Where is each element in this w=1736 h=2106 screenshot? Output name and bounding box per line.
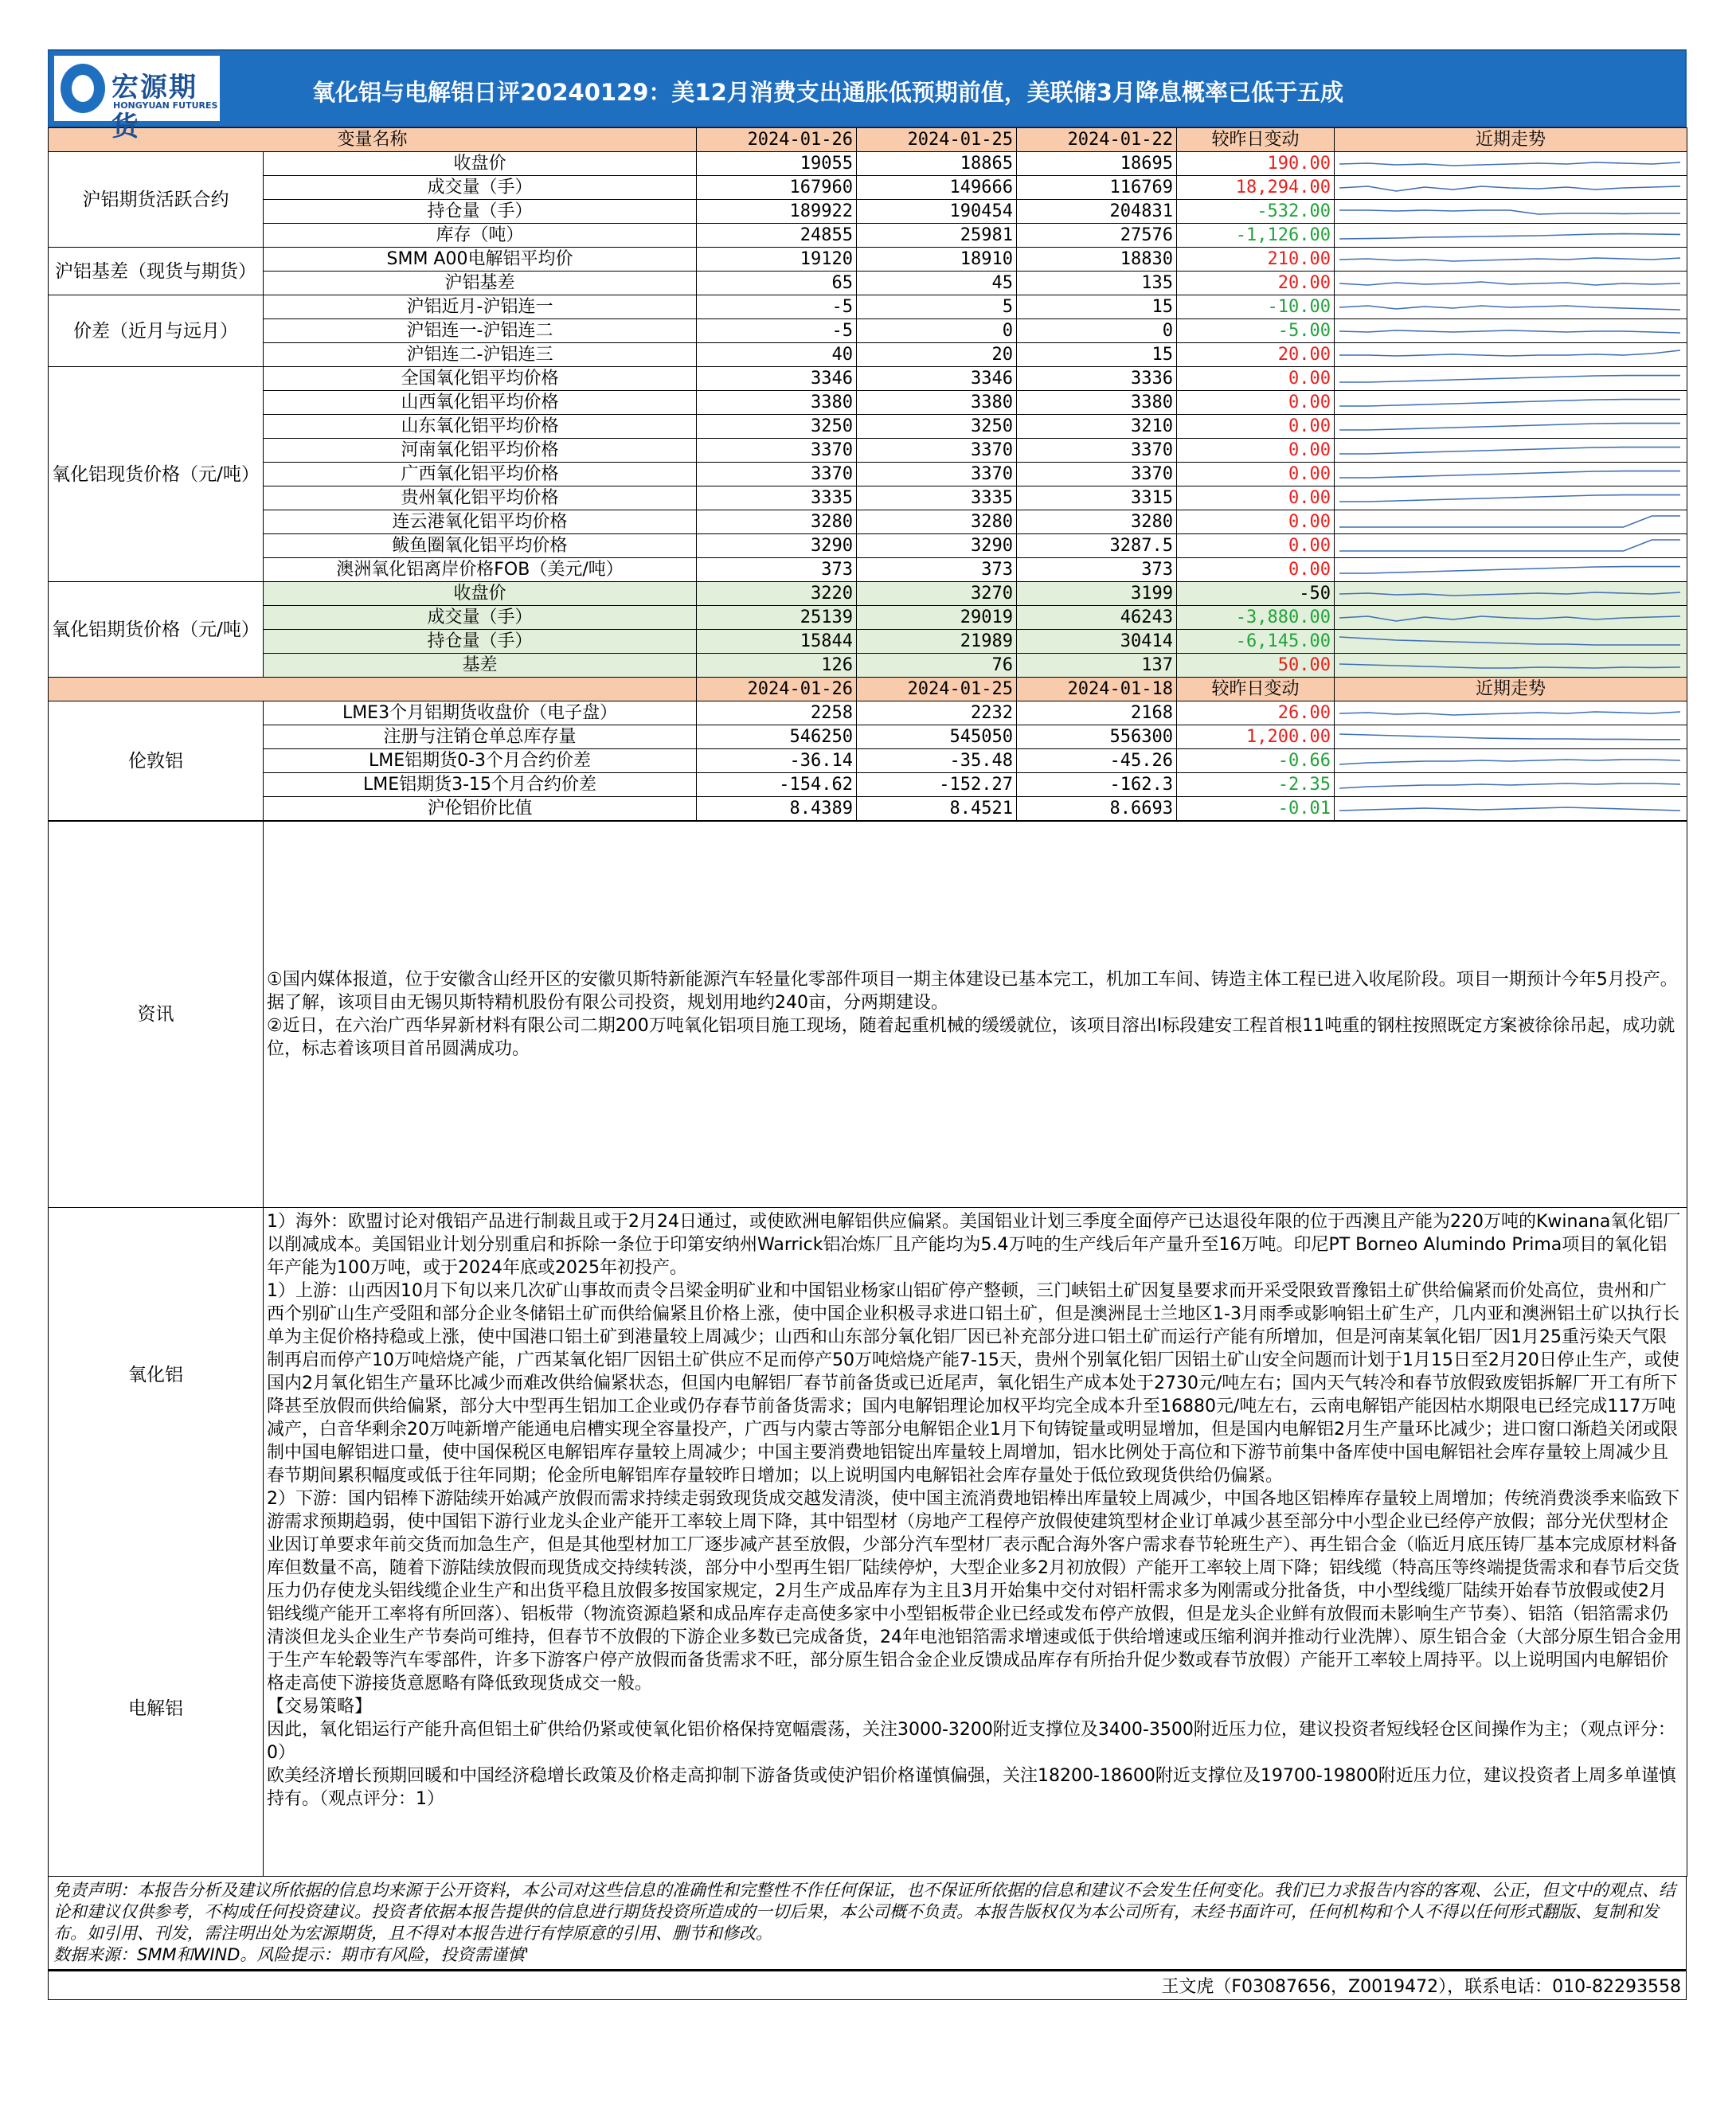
value-cell: 373 xyxy=(1017,558,1177,582)
data-table xyxy=(48,127,1687,821)
variable-name: LME3个月铝期货收盘价（电子盘） xyxy=(264,701,697,725)
value-cell: 3287.5 xyxy=(1017,534,1177,558)
trend-cell xyxy=(1335,582,1687,606)
header-trend: 近期走势 xyxy=(1335,128,1687,152)
trend-line xyxy=(1339,592,1680,596)
report-sheet xyxy=(48,49,1687,2000)
change-cell: 0.00 xyxy=(1177,534,1335,558)
value-cell: -152.27 xyxy=(857,773,1017,797)
news-label: 资讯 xyxy=(49,822,264,1208)
value-cell: -45.26 xyxy=(1017,749,1177,773)
value-cell: 27576 xyxy=(1017,224,1177,248)
change-cell: -0.66 xyxy=(1177,749,1335,773)
trend-line xyxy=(1339,494,1680,501)
variable-name: 收盘价 xyxy=(264,582,697,606)
variable-name: 山西氧化铝平均价格 xyxy=(264,391,697,415)
trend-cell xyxy=(1335,343,1687,367)
variable-name: 沪铝连二-沪铝连三 xyxy=(264,343,697,367)
trend-cell xyxy=(1335,415,1687,439)
trend-line xyxy=(1339,399,1680,405)
table-row xyxy=(49,176,1687,200)
variable-name: 山东氧化铝平均价格 xyxy=(264,415,697,439)
trend-cell xyxy=(1335,152,1687,176)
trend-line xyxy=(1339,306,1680,310)
trend-sparkline xyxy=(1335,702,1685,725)
value-cell: 24855 xyxy=(697,224,857,248)
trend-line xyxy=(1339,162,1680,166)
table-row xyxy=(49,534,1687,558)
variable-name: 成交量（手） xyxy=(264,606,697,630)
value-cell: 545050 xyxy=(857,725,1017,749)
value-cell: 20 xyxy=(857,343,1017,367)
value-cell: 189922 xyxy=(697,200,857,224)
table-row xyxy=(49,248,1687,272)
trend-cell xyxy=(1335,534,1687,558)
trend-cell xyxy=(1335,510,1687,534)
trend-line xyxy=(1339,760,1680,764)
trend-sparkline xyxy=(1335,583,1685,605)
table-row xyxy=(49,486,1687,510)
change-cell: 26.00 xyxy=(1177,701,1335,725)
table-row xyxy=(49,415,1687,439)
value-cell: 25139 xyxy=(697,606,857,630)
trend-cell xyxy=(1335,773,1687,797)
value-cell: 0 xyxy=(857,319,1017,343)
header-date: 2024-01-25 xyxy=(857,128,1017,152)
table-row xyxy=(49,558,1687,582)
trend-line xyxy=(1339,616,1680,621)
value-cell: 556300 xyxy=(1017,725,1177,749)
variable-name: 鲅鱼圈氧化铝平均价格 xyxy=(264,534,697,558)
value-cell: 3370 xyxy=(697,463,857,486)
group-label: 沪铝基差（现货与期货） xyxy=(49,248,264,295)
change-cell: 1,200.00 xyxy=(1177,725,1335,749)
value-cell: 167960 xyxy=(697,176,857,200)
group-label: 氧化铝现货价格（元/吨） xyxy=(49,367,264,582)
change-cell: -532.00 xyxy=(1177,200,1335,224)
trend-sparkline xyxy=(1335,607,1685,629)
value-cell: 18830 xyxy=(1017,248,1177,272)
value-cell: 21989 xyxy=(857,630,1017,654)
trend-line xyxy=(1339,566,1680,572)
value-cell: 3250 xyxy=(857,415,1017,439)
change-cell: -1,126.00 xyxy=(1177,224,1335,248)
trend-sparkline xyxy=(1335,153,1685,175)
value-cell: 3370 xyxy=(857,463,1017,486)
group-label: 沪铝期货活跃合约 xyxy=(49,152,264,248)
group-label: 氧化铝期货价格（元/吨） xyxy=(49,582,264,678)
trend-sparkline xyxy=(1335,463,1685,486)
company-logo xyxy=(54,56,220,143)
trend-sparkline xyxy=(1335,416,1685,438)
change-cell: -0.01 xyxy=(1177,797,1335,821)
value-cell: 3220 xyxy=(697,582,857,606)
trend-cell xyxy=(1335,654,1687,678)
logo-mark-icon xyxy=(61,64,105,113)
table-row xyxy=(49,319,1687,343)
table-header-row xyxy=(49,128,1687,152)
trend-cell xyxy=(1335,176,1687,200)
variable-name: LME铝期货3-15个月合约价差 xyxy=(264,773,697,797)
trend-cell xyxy=(1335,463,1687,486)
value-cell: 18910 xyxy=(857,248,1017,272)
trend-cell xyxy=(1335,701,1687,725)
change-cell: 0.00 xyxy=(1177,486,1335,510)
value-cell: 3346 xyxy=(697,367,857,391)
trend-sparkline xyxy=(1335,750,1685,772)
trend-cell xyxy=(1335,797,1687,821)
news-text: ①国内媒体报道，位于安徽含山经开区的安徽贝斯特新能源汽车轻量化零部件项目一期主体建设已基本完工，机加工车间、铸造主体工程已进入收尾阶段。项目一期预计今年5月投产。据了解，该项目由无锡贝斯特精机股份有限公司投资，规划用地约240亩，分两期建设。 ②近日，在六治广西华昇新材料有限公司二期200万吨氧化铝项目施工现场，随着起重机械的缓缓就位，该项目溶出I标段建安工程首根11吨重的钢柱按照既定方案被徐徐吊起，成功就位，标志着该项目首吊圆满成功。 xyxy=(264,822,1687,1208)
change-cell: 0.00 xyxy=(1177,367,1335,391)
trend-sparkline xyxy=(1335,511,1685,533)
header-var-cell: 变量名称 xyxy=(49,128,697,152)
variable-name: 广西氧化铝平均价格 xyxy=(264,463,697,486)
alumina-label: 氧化铝 xyxy=(49,1208,264,1542)
change-cell: 190.00 xyxy=(1177,152,1335,176)
value-cell: 546250 xyxy=(697,725,857,749)
value-cell: 3315 xyxy=(1017,486,1177,510)
trend-sparkline xyxy=(1335,798,1685,820)
change-cell: 20.00 xyxy=(1177,272,1335,295)
value-cell: 46243 xyxy=(1017,606,1177,630)
variable-name: 贵州氧化铝平均价格 xyxy=(264,486,697,510)
logo-text-en: HONGYUAN FUTURES xyxy=(113,100,218,111)
disclaimer xyxy=(48,1877,1687,1970)
variable-name: 持仓量（手） xyxy=(264,630,697,654)
change-cell: 0.00 xyxy=(1177,463,1335,486)
table-row xyxy=(49,152,1687,176)
trend-sparkline xyxy=(1335,177,1685,199)
analyst-contact: 王文虎（F03087656，Z0019472），联系电话：010-82293558 xyxy=(48,1970,1687,2000)
value-cell: -5 xyxy=(697,319,857,343)
trend-line xyxy=(1339,471,1680,477)
value-cell: 3210 xyxy=(1017,415,1177,439)
trend-sparkline xyxy=(1335,631,1685,653)
variable-name: 河南氧化铝平均价格 xyxy=(264,439,697,463)
trend-sparkline xyxy=(1335,272,1685,295)
trend-sparkline xyxy=(1335,296,1685,318)
group-label: 价差（近月与远月） xyxy=(49,295,264,367)
table-row xyxy=(49,272,1687,295)
table-header-row xyxy=(49,678,1687,701)
variable-name: 沪铝基差 xyxy=(264,272,697,295)
trend-cell xyxy=(1335,725,1687,749)
header-change: 较昨日变动 xyxy=(1177,128,1335,152)
table-row xyxy=(49,224,1687,248)
change-cell: 0.00 xyxy=(1177,558,1335,582)
change-cell: -5.00 xyxy=(1177,319,1335,343)
variable-name: 沪伦铝价比值 xyxy=(264,797,697,821)
table-row xyxy=(49,701,1687,725)
trend-line xyxy=(1339,423,1680,429)
value-cell: 65 xyxy=(697,272,857,295)
variable-name: 持仓量（手） xyxy=(264,200,697,224)
variable-name: 澳洲氧化铝离岸价格FOB（美元/吨） xyxy=(264,558,697,582)
value-cell: 116769 xyxy=(1017,176,1177,200)
value-cell: 45 xyxy=(857,272,1017,295)
table-row xyxy=(49,200,1687,224)
header-trend: 近期走势 xyxy=(1335,678,1687,701)
value-cell: 3370 xyxy=(1017,439,1177,463)
table-row xyxy=(49,463,1687,486)
value-cell: 3370 xyxy=(1017,463,1177,486)
value-cell: 8.6693 xyxy=(1017,797,1177,821)
value-cell: 29019 xyxy=(857,606,1017,630)
value-cell: 30414 xyxy=(1017,630,1177,654)
trend-cell xyxy=(1335,558,1687,582)
change-cell: 20.00 xyxy=(1177,343,1335,367)
trend-line xyxy=(1339,447,1680,453)
change-cell: -2.35 xyxy=(1177,773,1335,797)
table-row xyxy=(49,749,1687,773)
value-cell: 0 xyxy=(1017,319,1177,343)
value-cell: -162.3 xyxy=(1017,773,1177,797)
table-row xyxy=(49,367,1687,391)
change-cell: -50 xyxy=(1177,582,1335,606)
value-cell: 373 xyxy=(857,558,1017,582)
trend-cell xyxy=(1335,606,1687,630)
trend-line xyxy=(1339,712,1680,715)
trend-cell xyxy=(1335,248,1687,272)
value-cell: 3335 xyxy=(857,486,1017,510)
value-cell: 3290 xyxy=(697,534,857,558)
change-cell: 210.00 xyxy=(1177,248,1335,272)
table-row xyxy=(49,510,1687,534)
logo-text-cn: 宏源期货 xyxy=(111,72,197,143)
trend-cell xyxy=(1335,319,1687,343)
trend-cell xyxy=(1335,367,1687,391)
trend-cell xyxy=(1335,200,1687,224)
trend-sparkline xyxy=(1335,368,1685,390)
value-cell: 2232 xyxy=(857,701,1017,725)
change-cell: -6,145.00 xyxy=(1177,630,1335,654)
trend-sparkline xyxy=(1335,487,1685,510)
value-cell: 3290 xyxy=(857,534,1017,558)
change-cell: 0.00 xyxy=(1177,439,1335,463)
table-row xyxy=(49,606,1687,630)
value-cell: 8.4521 xyxy=(857,797,1017,821)
header-date: 2024-01-22 xyxy=(1017,128,1177,152)
table-row xyxy=(49,797,1687,821)
value-cell: 18695 xyxy=(1017,152,1177,176)
variable-name: SMM A00电解铝平均价 xyxy=(264,248,697,272)
value-cell: 3270 xyxy=(857,582,1017,606)
variable-name: 连云港氧化铝平均价格 xyxy=(264,510,697,534)
table-row xyxy=(49,391,1687,415)
value-cell: 25981 xyxy=(857,224,1017,248)
trend-line xyxy=(1339,210,1680,214)
value-cell: -36.14 xyxy=(697,749,857,773)
table-row xyxy=(49,439,1687,463)
change-cell: 50.00 xyxy=(1177,654,1335,678)
report-title: 氧化铝与电解铝日评20240129：美12月消费支出通胀低预期前值，美联储3月降息概率已低于五成 xyxy=(312,79,1343,106)
header-date: 2024-01-18 xyxy=(1017,678,1177,701)
value-cell: -5 xyxy=(697,295,857,319)
variable-name: 沪铝连一-沪铝连二 xyxy=(264,319,697,343)
value-cell: 3280 xyxy=(1017,510,1177,534)
trend-cell xyxy=(1335,295,1687,319)
header-date: 2024-01-26 xyxy=(697,128,857,152)
value-cell: 40 xyxy=(697,343,857,367)
change-cell: 0.00 xyxy=(1177,391,1335,415)
variable-name: LME铝期货0-3个月合约价差 xyxy=(264,749,697,773)
value-cell: 135 xyxy=(1017,272,1177,295)
analysis-text: 1）海外：欧盟讨论对俄铝产品进行制裁且或于2月24日通过，或使欧洲电解铝供应偏紧。美国铝业计划三季度全面停产已达退役年限的位于西澳且产能为220万吨的Kwinana氧化铝厂以削减成本。美国铝业计划分别重启和拆除一条位于印第安纳州Warrick铝冶炼厂且产能均为5.4万吨的生产线后年产量升至16万吨。印尼PT Borneo Alumindo Prima项目的氧化铝年产能为100万吨，或于2024年底或2025年初投产。 1）上游：山西因10月下旬以来几次矿山事故而责令吕梁金明矿业和中国铝业杨家山铝矿停产整顿，三门峡铝土矿因复垦要求而开采受限致晋豫铝土矿供给偏紧而价处高位，贵州和广西个别矿山生产受阻和部分企业冬储铝土矿而供给偏紧且价格上涨，使中国企业积极寻求进口铝土矿，但是澳洲昆士兰地区1-3月雨季或影响铝土矿生产，几内亚和澳洲铝土矿以执行长单为主促价格持稳或上涨，使中国港口铝土矿到港量较上周减少；山西和山东部分氧化铝厂因已补充部分进口铝土矿而运行产能有所增加，但是河南某氧化铝厂因1月25重污染天气限制再启而停产10万吨焙烧产能，广西某氧化铝厂因铝土矿供应不足而停产50万吨焙烧产能7-15天，贵州个别氧化铝厂因铝土矿山安全问题而计划于1月15日至2月20日停止生产，或使国内2月氧化铝生产量环比减少而难改供给偏紧状态，但国内电解铝厂春节前备货或已近尾声，氧化铝生产成本处于2730元/吨左右；国内天气转冷和春节放假致废铝拆解厂开工有所下降甚至放假而供给偏紧，部分大中型再生铝加工企业或仍存春节前备货需求；国内电解铝理论加权平均完全成本升至16880元/吨左右，云南电解铝产能因枯水期限电已经完成117万吨减产，白音华剩余20万吨新增产能通电启槽实现全容量投产，广西与内蒙古等部分电解铝企业1月下旬铸锭量或明显增加，但是国内电解铝2月生产量环比减少；进口窗口渐趋关闭或限制中国电解铝进口量，使中国保税区电解铝库存量较上周减少；中国主要消费地铝锭出库量较上周增加，铝水比例处于高位和下游节前集中备库使中国电解铝社会库存量较上周减少且春节期间累积幅度或低于往年同期；伦金所电解铝库存量较昨日增加；以上说明国内电解铝社会库存量处于低位致现货供给仍偏紧。 2）下游：国内铝棒下游陆续开始减产放假而需求持续走弱致现货成交越发清淡，使中国主流消费地铝棒出库量较上周减少，中国各地区铝棒库存量较上周增加；传统消费淡季来临致下游需求预期趋弱，使中国铝下游行业龙头企业产能开工率较上周下降，其中铝型材（房地产工程停产放假使建筑型材企业订单减少甚至部分中小型企业已经停产放假；部分光伏型材企业因订单要求年前交货而加急生产，但是其他型材加工厂逐步减产甚至放假，少部分汽车型材厂表示配合海外客户需求春节轮班生产）、再生铝合金（临近月底压铸厂基本完成原材料备库但数量不高，随着下游陆续放假而现货成交持续转淡，部分中小型再生铝厂陆续停炉，大型企业多2月初放假）产能开工率较上周下降；铝线缆（特高压等终端提货需求和春节后交货压力仍存使龙头铝线缆企业生产和出货平稳且放假多按国家规定，2月生产成品库存为主且3月开始集中交付对铝杆需求多为刚需或分批备货，中小型线缆厂陆续开始春节放假或使2月铝线缆产能开工率将有所回落）、铝板带（物流资源趋紧和成品库存走高使多家中小型铝板带企业已经或发布停产放假，但是龙头企业鲜有放假而未影响生产节奏）、铝箔（铝箔需求仍清淡但龙头企业生产节奏尚可维持，但春节不放假的下游企业多数已完成备货，24年电池铝箔需求增速或低于供给增速或压缩利润并推动行业洗牌）、原生铝合金（大部分原生铝合金用于生产车轮毂等汽车零部件，许多下游客户停产放假而备货需求不旺，部分原生铝合金企业反馈成品库存有所抬升促少数或春节放假）产能开工率较上周持平。以上说明国内电解铝价格走高使下游接货意愿略有降低致现货成交一般。 【交易策略】 因此，氧化铝运行产能升高但铝土矿供给仍紧或使氧化铝价格保持宽幅震荡，关注3000-3200附近支撑位及3400-3500附近压力位，建议投资者短线轻仓区间操作为主；（观点评分：0） 欧美经济增长预期回暖和中国经济稳增长政策及价格走高抑制下游备货或使沪铝价格谨慎偏强，关注18200-18600附近支撑位及19700-19800附近压力位，建议投资者上周多单谨慎持有。（观点评分：1） xyxy=(264,1208,1687,1877)
trend-cell xyxy=(1335,272,1687,295)
value-cell: 3280 xyxy=(697,510,857,534)
group-label: 伦敦铝 xyxy=(49,701,264,821)
trend-sparkline xyxy=(1335,392,1685,414)
header-date: 2024-01-26 xyxy=(697,678,857,701)
trend-sparkline xyxy=(1335,535,1685,557)
trend-line xyxy=(1339,540,1680,551)
change-cell: -3,880.00 xyxy=(1177,606,1335,630)
value-cell: 15 xyxy=(1017,343,1177,367)
trend-line xyxy=(1339,783,1680,788)
value-cell: 149666 xyxy=(857,176,1017,200)
trend-sparkline xyxy=(1335,726,1685,748)
change-cell: 0.00 xyxy=(1177,510,1335,534)
table-row xyxy=(49,773,1687,797)
data-source: 数据来源：SMM和WIND。风险提示：期市有风险，投资需谨慎' xyxy=(53,1945,530,1964)
trend-line xyxy=(1339,637,1680,645)
value-cell: 15 xyxy=(1017,295,1177,319)
trend-sparkline xyxy=(1335,654,1685,677)
value-cell: 3336 xyxy=(1017,367,1177,391)
value-cell: 3370 xyxy=(857,439,1017,463)
trend-line xyxy=(1339,375,1680,381)
trend-line xyxy=(1339,664,1680,668)
header-var-cell xyxy=(49,678,697,701)
trend-line xyxy=(1339,350,1680,356)
change-cell: 18,294.00 xyxy=(1177,176,1335,200)
variable-name: 全国氧化铝平均价格 xyxy=(264,367,697,391)
variable-name: 收盘价 xyxy=(264,152,697,176)
trend-line xyxy=(1339,233,1680,238)
trend-cell xyxy=(1335,630,1687,654)
trend-line xyxy=(1339,330,1680,333)
trend-sparkline xyxy=(1335,440,1685,462)
value-cell: 190454 xyxy=(857,200,1017,224)
variable-name: 成交量（手） xyxy=(264,176,697,200)
value-cell: 2258 xyxy=(697,701,857,725)
trend-line xyxy=(1339,186,1680,191)
change-cell: -10.00 xyxy=(1177,295,1335,319)
trend-line xyxy=(1339,516,1680,527)
value-cell: 19120 xyxy=(697,248,857,272)
text-table xyxy=(48,821,1687,1877)
variable-name: 基差 xyxy=(264,654,697,678)
variable-name: 沪铝近月-沪铝连一 xyxy=(264,295,697,319)
trend-line xyxy=(1339,258,1680,261)
value-cell: 76 xyxy=(857,654,1017,678)
value-cell: 3370 xyxy=(697,439,857,463)
variable-name: 注册与注销仓单总库存量 xyxy=(264,725,697,749)
table-row xyxy=(49,295,1687,319)
trend-sparkline xyxy=(1335,225,1685,247)
value-cell: 126 xyxy=(697,654,857,678)
value-cell: 3280 xyxy=(857,510,1017,534)
trend-sparkline xyxy=(1335,344,1685,366)
trend-sparkline xyxy=(1335,248,1685,271)
value-cell: 5 xyxy=(857,295,1017,319)
trend-sparkline xyxy=(1335,774,1685,796)
table-row xyxy=(49,654,1687,678)
trend-cell xyxy=(1335,224,1687,248)
value-cell: 204831 xyxy=(1017,200,1177,224)
value-cell: 137 xyxy=(1017,654,1177,678)
value-cell: 3199 xyxy=(1017,582,1177,606)
value-cell: -35.48 xyxy=(857,749,1017,773)
trend-cell xyxy=(1335,391,1687,415)
table-row xyxy=(49,630,1687,654)
value-cell: 18865 xyxy=(857,152,1017,176)
trend-sparkline xyxy=(1335,559,1685,581)
table-row xyxy=(49,582,1687,606)
value-cell: 15844 xyxy=(697,630,857,654)
value-cell: 19055 xyxy=(697,152,857,176)
value-cell: 3346 xyxy=(857,367,1017,391)
value-cell: 3250 xyxy=(697,415,857,439)
value-cell: -154.62 xyxy=(697,773,857,797)
trend-line xyxy=(1339,807,1680,811)
trend-cell xyxy=(1335,486,1687,510)
value-cell: 2168 xyxy=(1017,701,1177,725)
aluminum-label: 电解铝 xyxy=(49,1542,264,1877)
table-row xyxy=(49,343,1687,367)
value-cell: 3380 xyxy=(697,391,857,415)
trend-cell xyxy=(1335,439,1687,463)
header-change: 较昨日变动 xyxy=(1177,678,1335,701)
trend-sparkline xyxy=(1335,320,1685,342)
variable-name: 库存（吨） xyxy=(264,224,697,248)
change-cell: 0.00 xyxy=(1177,415,1335,439)
value-cell: 373 xyxy=(697,558,857,582)
disclaimer-text: 免责声明：本报告分析及建议所依据的信息均来源于公开资料，本公司对这些信息的准确性和完整性不作任何保证，也不保证所依据的信息和建议不会发生任何变化。我们已力求报告内容的客观、公正，但文中的观点、结论和建议仅供参考，不构成任何投资建议。投资者依据本报告提供的信息进行期货投资所造成的一切后果，本公司概不负责。本报告版权仅为本公司所有，未经书面许可，任何机构和个人不得以任何形式翻版、复制和发布。如引用、刊发，需注明出处为宏源期货，且不得对本报告进行有悖原意的引用、删节和修改。 xyxy=(53,1881,1675,1943)
trend-line xyxy=(1339,734,1680,740)
value-cell: 3335 xyxy=(697,486,857,510)
value-cell: 8.4389 xyxy=(697,797,857,821)
table-row xyxy=(49,725,1687,749)
trend-sparkline xyxy=(1335,201,1685,223)
header-date: 2024-01-25 xyxy=(857,678,1017,701)
trend-cell xyxy=(1335,749,1687,773)
value-cell: 3380 xyxy=(857,391,1017,415)
trend-line xyxy=(1339,282,1680,285)
value-cell: 3380 xyxy=(1017,391,1177,415)
